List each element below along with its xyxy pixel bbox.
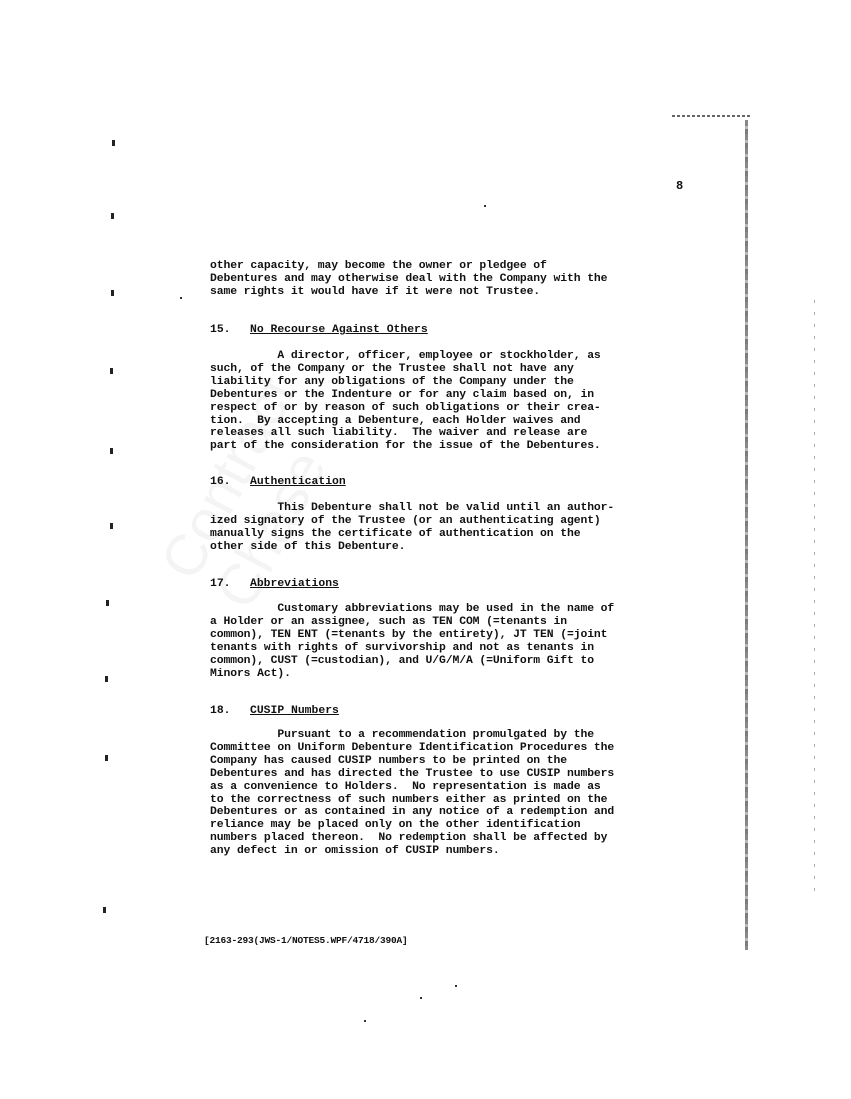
text-line: Minors Act).	[210, 667, 291, 680]
binding-hole-mark	[103, 907, 106, 913]
opening-paragraph	[210, 260, 680, 299]
section-title: Authentication	[250, 476, 346, 488]
text-line: common), CUST (=custodian), and U/G/M/A (=Uniform Gift to	[210, 654, 594, 667]
text-line: Debentures and may otherwise deal with the Company with the	[210, 272, 608, 285]
binding-hole-mark	[111, 213, 114, 219]
text-line: Debentures and has directed the Trustee to use CUSIP numbers	[210, 767, 615, 780]
text-line: This Debenture shall not be valid until an author-	[210, 502, 615, 514]
section-number: 16.	[210, 476, 231, 488]
page-number: 8	[676, 179, 684, 193]
text-line: respect of or by reason of such obligations or their crea-	[210, 401, 601, 414]
text-line: liability for any obligations of the Company under the	[210, 375, 574, 388]
speck	[364, 1020, 366, 1022]
speck	[484, 205, 486, 207]
section-number: 18.	[210, 705, 231, 717]
text-line: any defect in or omission of CUSIP numbers.	[210, 845, 500, 858]
text-line: to the correctness of such numbers either as printed on the	[210, 793, 608, 806]
binding-hole-mark	[110, 448, 113, 454]
section-title: No Recourse Against Others	[250, 324, 428, 336]
text-line: tion. By accepting a Debenture, each Holder waives and	[210, 414, 581, 427]
text-line: a Holder or an assignee, such as TEN COM (=tenants in	[210, 615, 567, 628]
section-body	[210, 603, 680, 680]
section-heading	[210, 476, 346, 488]
binding-hole-mark	[105, 755, 108, 761]
section-title: CUSIP Numbers	[250, 705, 339, 717]
section-heading	[210, 324, 428, 336]
binding-hole-mark	[110, 523, 113, 529]
text-line: Customary abbreviations may be used in the name of	[210, 603, 615, 615]
section-heading	[210, 578, 339, 590]
binding-hole-mark	[110, 368, 113, 374]
text-line: Debentures or the Indenture or for any claim based on, in	[210, 388, 594, 401]
text-line: Pursuant to a recommendation promulgated by the	[210, 729, 594, 741]
scan-edge-artifact	[814, 300, 815, 900]
text-line: other capacity, may become the owner or pledgee of	[210, 260, 547, 272]
text-line: ized signatory of the Trustee (or an authenticating agent)	[210, 514, 601, 527]
binding-hole-mark	[112, 140, 115, 146]
text-line: common), TEN ENT (=tenants by the entirety), JT TEN (=joint	[210, 628, 608, 641]
binding-hole-mark	[105, 676, 108, 682]
section-body	[210, 729, 680, 858]
document-footer-code: [2163-293(JWS-1/NOTES5.WPF/4718/390A]	[204, 935, 408, 946]
section-number: 17.	[210, 578, 231, 590]
section-title: Abbreviations	[250, 578, 339, 590]
section-number: 15.	[210, 324, 231, 336]
section-body	[210, 502, 680, 554]
section-body	[210, 350, 680, 453]
text-line: A director, officer, employee or stockholder, as	[210, 350, 601, 362]
text-line: reliance may be placed only on the other identification	[210, 819, 581, 832]
binding-hole-mark	[106, 600, 109, 606]
text-line: Company has caused CUSIP numbers to be printed on the	[210, 754, 567, 767]
text-line: tenants with rights of survivorship and not as tenants in	[210, 641, 594, 654]
speck	[455, 985, 457, 987]
text-line: manually signs the certificate of authentication on the	[210, 527, 581, 540]
text-line: part of the consideration for the issue of the Debentures.	[210, 440, 601, 453]
text-line: same rights it would have if it were not Trustee.	[210, 285, 541, 298]
text-line: such, of the Company or the Trustee shall not have any	[210, 362, 574, 375]
text-line: Committee on Uniform Debenture Identification Procedures the	[210, 741, 615, 754]
text-line: Debentures or as contained in any notice of a redemption and	[210, 806, 615, 819]
speck	[180, 297, 182, 299]
text-line: releases all such liability. The waiver and release are	[210, 427, 588, 440]
text-line: as a convenience to Holders. No representation is made as	[210, 780, 601, 793]
scan-edge-artifact	[745, 120, 748, 950]
text-line: numbers placed thereon. No redemption shall be affected by	[210, 832, 608, 845]
section-heading	[210, 705, 339, 717]
speck	[420, 997, 422, 999]
text-line: other side of this Debenture.	[210, 540, 406, 553]
binding-hole-mark	[111, 290, 114, 296]
scan-artifact	[672, 115, 750, 117]
